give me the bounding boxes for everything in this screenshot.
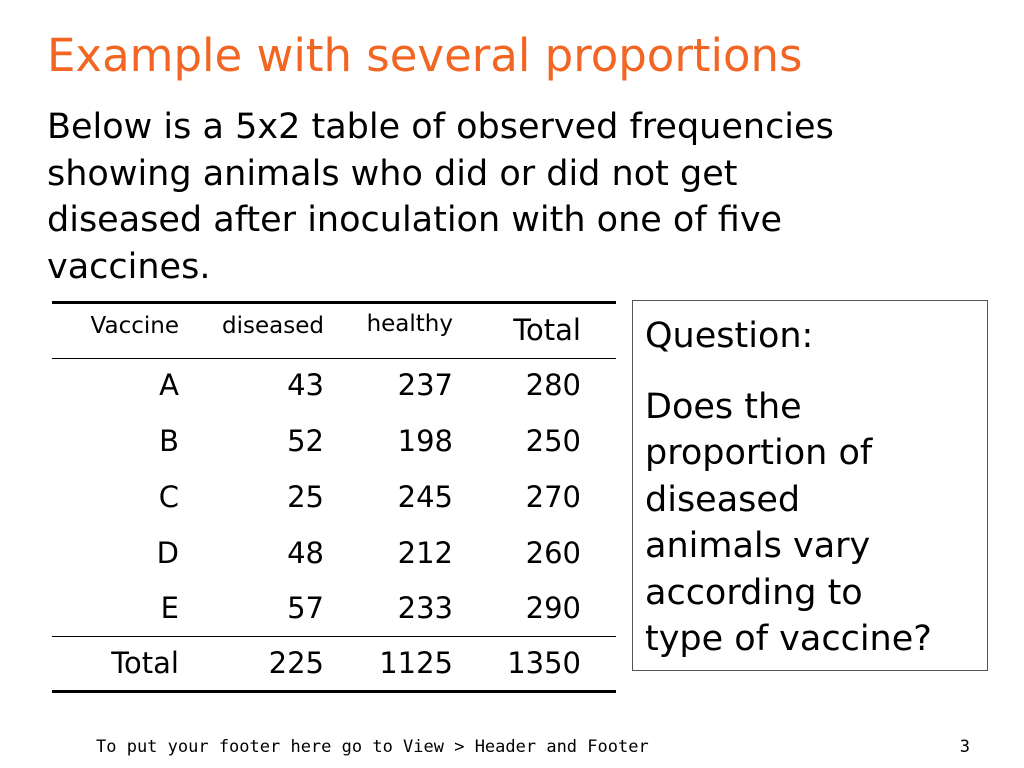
question-line: animals vary xyxy=(645,526,871,566)
question-line: type of vaccine? xyxy=(645,619,932,659)
row-e-total: 290 xyxy=(525,591,581,625)
totals-healthy: 1125 xyxy=(379,646,453,680)
table-totals-rule xyxy=(52,636,616,637)
row-e-healthy: 233 xyxy=(397,591,453,625)
question-line: according to xyxy=(645,572,863,613)
row-c-total: 270 xyxy=(525,480,581,514)
row-d-total: 260 xyxy=(525,536,581,570)
row-e-diseased: 57 xyxy=(287,591,324,625)
table-bottom-rule xyxy=(52,690,616,693)
header-healthy: healthy xyxy=(366,311,453,337)
question-line: diseased xyxy=(645,479,801,520)
row-e-vaccine: E xyxy=(160,591,179,625)
totals-diseased: 225 xyxy=(268,646,324,680)
row-d-vaccine: D xyxy=(156,536,179,570)
row-c-healthy: 245 xyxy=(397,480,453,514)
header-vaccine: Vaccine xyxy=(90,313,179,339)
question-label: Question: xyxy=(645,316,814,356)
intro-line: showing animals who did or did not get xyxy=(47,153,738,194)
intro-line: Below is a 5x2 table of observed frequencies xyxy=(47,107,834,147)
row-b-healthy: 198 xyxy=(397,424,453,458)
row-c-diseased: 25 xyxy=(287,480,324,514)
table-header-rule xyxy=(52,358,616,359)
intro-line: diseased after inoculation with one of five xyxy=(47,200,783,240)
footer-text: To put your footer here go to View > Header and Footer xyxy=(96,737,649,757)
row-a-healthy: 237 xyxy=(397,368,453,402)
question-text xyxy=(645,384,977,663)
question-box xyxy=(632,300,988,671)
row-a-total: 280 xyxy=(525,368,581,402)
table-top-rule xyxy=(52,301,616,304)
row-b-total: 250 xyxy=(525,424,581,458)
row-a-vaccine: A xyxy=(159,368,179,402)
row-d-diseased: 48 xyxy=(287,536,324,570)
slide-title: Example with several proportions xyxy=(47,29,803,82)
totals-label: Total xyxy=(111,646,179,680)
header-total: Total xyxy=(513,313,581,347)
row-b-diseased: 52 xyxy=(287,424,324,458)
intro-line: vaccines. xyxy=(47,246,211,287)
row-b-vaccine: B xyxy=(159,424,179,458)
row-d-healthy: 212 xyxy=(397,536,453,570)
question-line: Does the xyxy=(645,386,802,427)
header-diseased: diseased xyxy=(222,313,324,339)
question-line: proportion of xyxy=(645,433,873,473)
intro-paragraph xyxy=(47,104,997,290)
totals-grand: 1350 xyxy=(507,646,581,680)
row-a-diseased: 43 xyxy=(287,368,324,402)
page-number: 3 xyxy=(959,737,970,757)
row-c-vaccine: C xyxy=(158,480,179,514)
